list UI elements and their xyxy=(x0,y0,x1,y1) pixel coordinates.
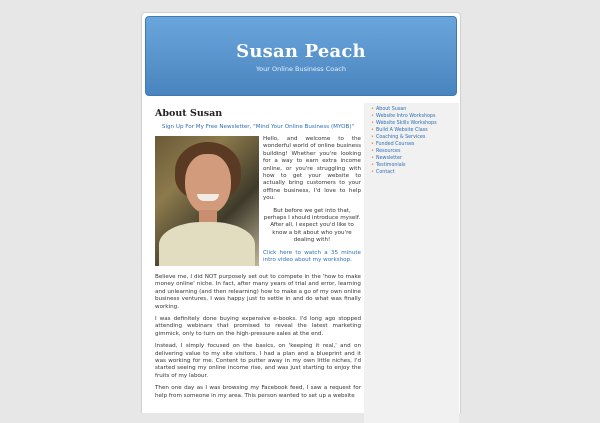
blog-description: Your Online Business Coach xyxy=(256,65,346,73)
intro-paragraph: But before we get into that, perhaps I should introduce myself. After all, I expect you'd like to know a bit about who you're dealing with! xyxy=(263,207,361,244)
intro-video-link[interactable]: Click here to watch a 35 minute intro video about my workshop. xyxy=(263,249,361,264)
body-paragraph: Believe me, I did NOT purposely set out to compete in the 'how to make money online' niche. In fact, after many years of trial and error, learning and unlearning (and then relearning) how to make a go of my own online business ventures, I was happy just to settle in and do what was finally working. xyxy=(155,274,361,310)
post-title: About Susan xyxy=(155,108,223,119)
bullet-icon: • xyxy=(371,169,374,175)
newsletter-signup-link[interactable]: Sign Up For My Free Newsletter, "Mind Your Online Business (MYOB)" xyxy=(161,124,355,130)
sidebar-item-funded-courses[interactable]: • Funded Courses xyxy=(371,141,415,147)
intro-paragraph: Hello, and welcome to the wonderful world of online business building! Whether you're looking for a way to earn extra income online, or you're struggling with how to get your website to actually bring customers to your offline business, I'd love to help you. xyxy=(263,136,361,202)
bullet-icon: • xyxy=(371,148,374,154)
blog-title-link[interactable]: Susan Peach xyxy=(236,41,366,62)
bullet-icon: • xyxy=(371,127,374,133)
bullet-icon: • xyxy=(371,134,374,140)
sidebar-item-coaching-services[interactable]: • Coaching & Services xyxy=(371,134,426,140)
bullet-icon: • xyxy=(371,141,374,147)
sidebar-item-newsletter[interactable]: • Newsletter xyxy=(371,155,402,161)
bullet-icon: • xyxy=(371,106,374,112)
sidebar-item-contact[interactable]: • Contact xyxy=(371,169,395,175)
body-paragraph: Instead, I simply focused on the basics, on 'keeping it real,' and on delivering value to my site visitors. I had a plan and a blueprint and it was working for me. Content to putter away in my own little niches, I'd started seeing my online income rise, and was just starting to enjoy the fruits of my labour. xyxy=(155,343,361,379)
intro-section xyxy=(155,136,361,270)
sidebar-item-about-susan[interactable]: • About Susan xyxy=(371,106,407,112)
sidebar-item-website-skills-workshops[interactable]: • Website Skills Workshops xyxy=(371,120,437,126)
post-content xyxy=(155,108,361,405)
bullet-icon: • xyxy=(371,113,374,119)
susan-portrait-photo xyxy=(155,136,259,266)
body-paragraph: I was definitely done buying expensive e-books. I'd long ago stopped attending webinars that promised to reveal the latest marketing gimmick, only to turn on the high-pressure sales at the end. xyxy=(155,316,361,337)
blog-header xyxy=(145,16,457,96)
page-container xyxy=(141,12,461,413)
bullet-icon: • xyxy=(371,162,374,168)
sidebar xyxy=(364,103,459,423)
sidebar-item-website-intro-workshops[interactable]: • Website Intro Workshops xyxy=(371,113,436,119)
sidebar-item-build-a-website-class[interactable]: • Build A Website Class xyxy=(371,127,428,133)
sidebar-item-testimonials[interactable]: • Testimonials xyxy=(371,162,406,168)
bullet-icon: • xyxy=(371,155,374,161)
sidebar-nav-list xyxy=(364,103,459,176)
post-body xyxy=(155,270,361,400)
bullet-icon: • xyxy=(371,120,374,126)
sidebar-item-resources[interactable]: • Resources xyxy=(371,148,401,154)
body-paragraph: Then one day as I was browsing my Facebook feed, I saw a request for help from someone in my area. This person wanted to set up a website xyxy=(155,385,361,399)
